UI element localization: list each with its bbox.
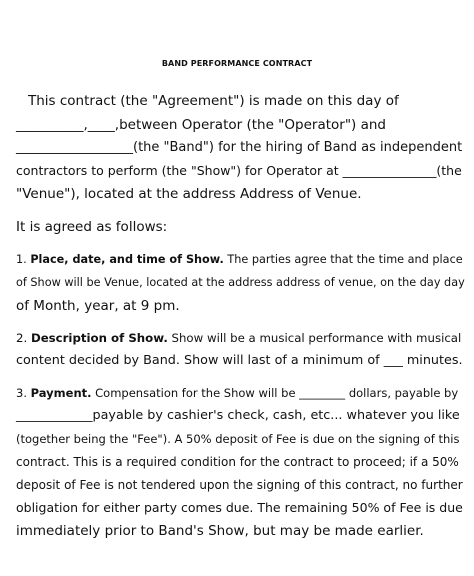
section-1-text: The parties agree that the time and place <box>223 253 463 266</box>
section-2-text: Show will be a musical performance with musical <box>167 331 462 345</box>
section-1-line-3: of Month, year, at 9 pm. <box>16 298 180 314</box>
section-3-line-6: obligation for either party comes due. The remaining 50% of Fee is due <box>16 500 463 515</box>
section-3-line-3: (together being the "Fee"). A 50% deposit of Fee is due on the signing of this <box>16 432 460 446</box>
section-1-heading: Place, date, and time of Show. <box>30 253 224 266</box>
section-2-line-2: content decided by Band. Show will last of a minimum of ___ minutes. <box>16 353 463 368</box>
section-3-line-5: deposit of Fee is not tendered upon the signing of this contract, no further <box>16 478 463 492</box>
intro-line-4: contractors to perform (the "Show") for Operator at _______________(the <box>16 163 462 178</box>
agreement-lead-in: It is agreed as follows: <box>16 219 168 235</box>
section-1-first-line <box>16 251 463 269</box>
section-1-line-2: of Show will be Venue, located at the address address of venue, on the day day <box>16 276 465 289</box>
section-3-line-4: contract. This is a required condition for the contract to proceed; if a 50% <box>16 455 459 469</box>
section-1-number: 1. <box>16 253 31 266</box>
intro-line-2: __________,____,between Operator (the "Operator") and <box>16 117 386 133</box>
section-3-line-2: ____________payable by cashier's check, cash, etc... whatever you like <box>16 408 460 423</box>
intro-line-5: "Venue"), located at the address Address of Venue. <box>16 186 362 202</box>
intro-line-3: __________________(the "Band") for the hiring of Band as independent <box>16 140 463 155</box>
section-2-heading: Description of Show. <box>30 331 168 345</box>
section-2-first-line <box>16 329 461 347</box>
document-title: BAND PERFORMANCE CONTRACT <box>161 59 313 68</box>
section-3-number: 3. <box>16 386 31 400</box>
section-3-line-7: immediately prior to Band's Show, but may be made earlier. <box>16 523 424 539</box>
section-3-text: Compensation for the Show will be ________ dollars, payable by <box>91 386 459 400</box>
intro-line-1: This contract (the "Agreement") is made on this day of <box>28 93 399 109</box>
section-3-heading: Payment. <box>30 386 92 400</box>
section-3-first-line <box>16 384 458 402</box>
section-2-number: 2. <box>16 331 31 345</box>
